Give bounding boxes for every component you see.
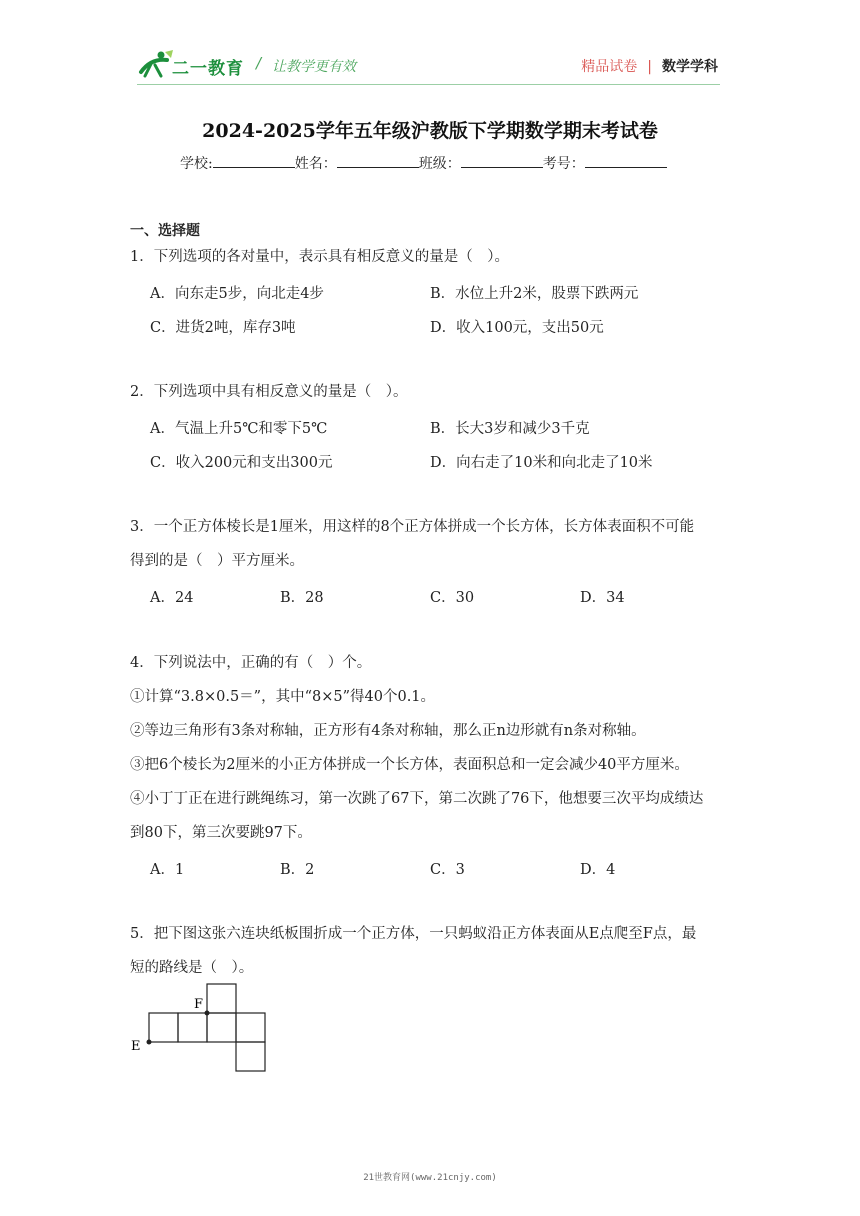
option-c[interactable]: C．收入200元和支出300元 bbox=[150, 455, 333, 471]
header-right bbox=[581, 56, 718, 76]
question-stem-line: 4．下列说法中，正确的有（ ）个。 bbox=[130, 655, 372, 671]
name-blank[interactable] bbox=[337, 153, 419, 168]
option-a[interactable]: A．气温上升5℃和零下5℃ bbox=[150, 421, 328, 437]
option-b[interactable]: B．水位上升2米，股票下跌两元 bbox=[430, 286, 639, 302]
option-c[interactable]: C．3 bbox=[430, 862, 465, 878]
net-square bbox=[207, 984, 236, 1013]
option-b[interactable]: B．28 bbox=[280, 590, 324, 606]
question-stem-line: 5．把下图这张六连块纸板围折成一个正方体，一只蚂蚁沿正方体表面从E点爬至F点，最 bbox=[130, 926, 697, 942]
option-b[interactable]: B．长大3岁和减少3千克 bbox=[430, 421, 590, 437]
option-c[interactable]: C．进货2吨，库存3吨 bbox=[150, 320, 296, 336]
statement-4: ④小丁丁正在进行跳绳练习，第一次跳了67下，第二次跳了76下，他想要三次平均成绩达 bbox=[130, 791, 704, 807]
school-blank[interactable] bbox=[213, 153, 295, 168]
section-title: 一、选择题 bbox=[130, 223, 200, 239]
option-d[interactable]: D．向右走了10米和向北走了10米 bbox=[430, 455, 653, 471]
net-square bbox=[207, 1013, 236, 1042]
id-label: 考号： bbox=[542, 156, 585, 172]
question-stem: 2．下列选项中具有相反意义的量是（ ）。 bbox=[130, 384, 408, 400]
page-footer: 21世教育网(www.21cnjy.com) bbox=[363, 1173, 497, 1183]
point-f-dot bbox=[205, 1011, 210, 1016]
name-label: 姓名： bbox=[294, 156, 337, 172]
question-stem-line: 短的路线是（ ）。 bbox=[130, 960, 254, 976]
question-5 bbox=[130, 917, 740, 985]
net-square bbox=[236, 1042, 265, 1071]
header-premium-label: 精品试卷 bbox=[581, 59, 638, 75]
option-a[interactable]: A．24 bbox=[150, 590, 194, 606]
exam-title: 2024-2025学年五年级沪教版下学期数学期末考试卷 bbox=[202, 120, 658, 142]
option-d[interactable]: D．收入100元，支出50元 bbox=[430, 320, 604, 336]
option-d[interactable]: D．34 bbox=[580, 590, 625, 606]
option-b[interactable]: B．2 bbox=[280, 862, 315, 878]
header-subject-label: 数学学科 bbox=[662, 59, 718, 75]
option-c[interactable]: C．30 bbox=[430, 590, 475, 606]
net-squares bbox=[149, 984, 265, 1071]
statement-3: ③把6个棱长为2厘米的小正方体拼成一个长方体，表面积总和一定会减少40平方厘米。 bbox=[130, 757, 689, 773]
statement-2: ②等边三角形有3条对称轴，正方形有4条对称轴，那么正n边形就有n条对称轴。 bbox=[130, 723, 646, 739]
class-blank[interactable] bbox=[461, 153, 543, 168]
question-stem: 1．下列选项的各对量中，表示具有相反意义的量是（ ）。 bbox=[130, 249, 509, 265]
question-stem-line: 3．一个正方体棱长是1厘米，用这样的8个正方体拼成一个长方体，长方体表面积不可能 bbox=[130, 519, 695, 535]
point-f-label: F bbox=[194, 997, 204, 1012]
header-slash: / bbox=[256, 54, 262, 72]
page-header bbox=[0, 0, 860, 100]
question-1 bbox=[130, 240, 740, 274]
option-d[interactable]: D．4 bbox=[580, 862, 616, 878]
logo-text: 二一教育 bbox=[172, 59, 244, 79]
point-e-label: E bbox=[131, 1039, 141, 1054]
question-3 bbox=[130, 510, 740, 578]
header-separator: | bbox=[647, 59, 652, 75]
cube-net-figure bbox=[128, 982, 278, 1077]
question-4 bbox=[130, 646, 740, 850]
school-label: 学校: bbox=[180, 156, 213, 172]
option-a[interactable]: A．1 bbox=[150, 862, 185, 878]
statement-1: ①计算“3.8×0.5＝”，其中“8×5”得40个0.1。 bbox=[130, 689, 436, 705]
net-square bbox=[178, 1013, 207, 1042]
net-square bbox=[236, 1013, 265, 1042]
net-square bbox=[149, 1013, 178, 1042]
header-divider bbox=[137, 84, 720, 85]
id-blank[interactable] bbox=[585, 153, 667, 168]
class-label: 班级： bbox=[418, 156, 461, 172]
header-slogan: 让教学更有效 bbox=[272, 59, 356, 75]
question-stem-line: 得到的是（ ）平方厘米。 bbox=[130, 553, 304, 569]
statement-4-cont: 到80下，第三次要跳97下。 bbox=[130, 825, 312, 841]
student-info-line bbox=[180, 153, 667, 173]
point-e-dot bbox=[147, 1040, 152, 1045]
question-2 bbox=[130, 375, 740, 409]
option-a[interactable]: A．向东走5步，向北走4步 bbox=[150, 286, 324, 302]
